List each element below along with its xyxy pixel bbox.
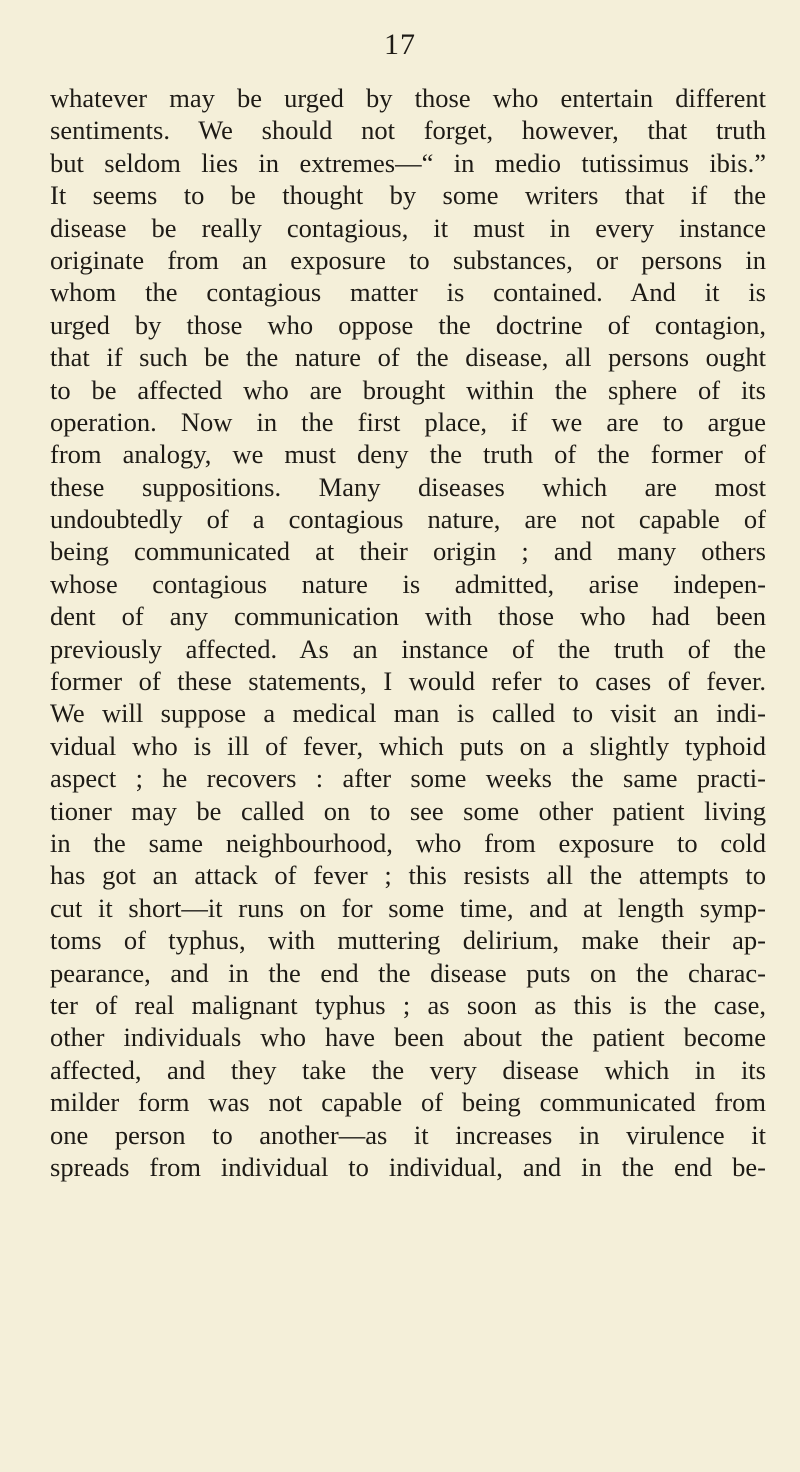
text-line: dent of any communication with those who had been [50, 601, 766, 632]
text-line: previously affected. As an instance of the truth of the [50, 633, 766, 664]
text-line: whom the contagious matter is contained. And it is [50, 277, 766, 308]
text-line: aspect ; he recovers : after some weeks the same practi- [50, 763, 766, 794]
text-line: pearance, and in the end the disease puts on the charac- [50, 957, 766, 988]
text-line: urged by those who oppose the doctrine of contagion, [50, 309, 766, 340]
text-line: affected, and they take the very disease which in its [50, 1054, 766, 1085]
text-line: tioner may be called on to see some other patient living [50, 795, 766, 826]
text-line: milder form was not capable of being communicated from [50, 1087, 766, 1118]
text-line: disease be really contagious, it must in every instance [50, 212, 766, 243]
text-line: but seldom lies in extremes—“ in medio tutissimus ibis.” [50, 147, 766, 178]
body-text [50, 82, 766, 1183]
text-line: to be affected who are brought within the sphere of its [50, 374, 766, 405]
text-line: operation. Now in the first place, if we are to argue [50, 406, 766, 437]
text-line: toms of typhus, with muttering delirium, make their ap- [50, 925, 766, 956]
text-line: former of these statements, I would refer to cases of fever. [50, 666, 766, 697]
text-line: sentiments. We should not forget, however, that truth [50, 115, 766, 146]
text-line: originate from an exposure to substances, or persons in [50, 244, 766, 275]
text-line: whose contagious nature is admitted, arise indepen- [50, 568, 766, 599]
text-line: one person to another—as it increases in virulence it [50, 1119, 766, 1150]
text-line: these suppositions. Many diseases which are most [50, 471, 766, 502]
text-line: spreads from individual to individual, and in the end be- [50, 1151, 766, 1182]
text-line: We will suppose a medical man is called to visit an indi- [50, 698, 766, 729]
text-line: undoubtedly of a contagious nature, are not capable of [50, 504, 766, 535]
text-line: whatever may be urged by those who entertain different [50, 83, 766, 113]
text-line: cut it short—it runs on for some time, and at length symp- [50, 892, 766, 923]
page-number: 17 [384, 28, 416, 61]
text-line: ter of real malignant typhus ; as soon as this is the case, [50, 989, 766, 1020]
text-line: It seems to be thought by some writers that if the [50, 180, 766, 211]
text-line: from analogy, we must deny the truth of the former of [50, 439, 766, 470]
text-line: that if such be the nature of the disease, all persons ought [50, 342, 766, 373]
text-line: being communicated at their origin ; and many others [50, 536, 766, 567]
text-line: has got an attack of fever ; this resists all the attempts to [50, 860, 766, 891]
text-line: other individuals who have been about the patient become [50, 1022, 766, 1053]
text-line: in the same neighbourhood, who from exposure to cold [50, 827, 766, 858]
text-line: vidual who is ill of fever, which puts on a slightly typhoid [50, 730, 766, 761]
